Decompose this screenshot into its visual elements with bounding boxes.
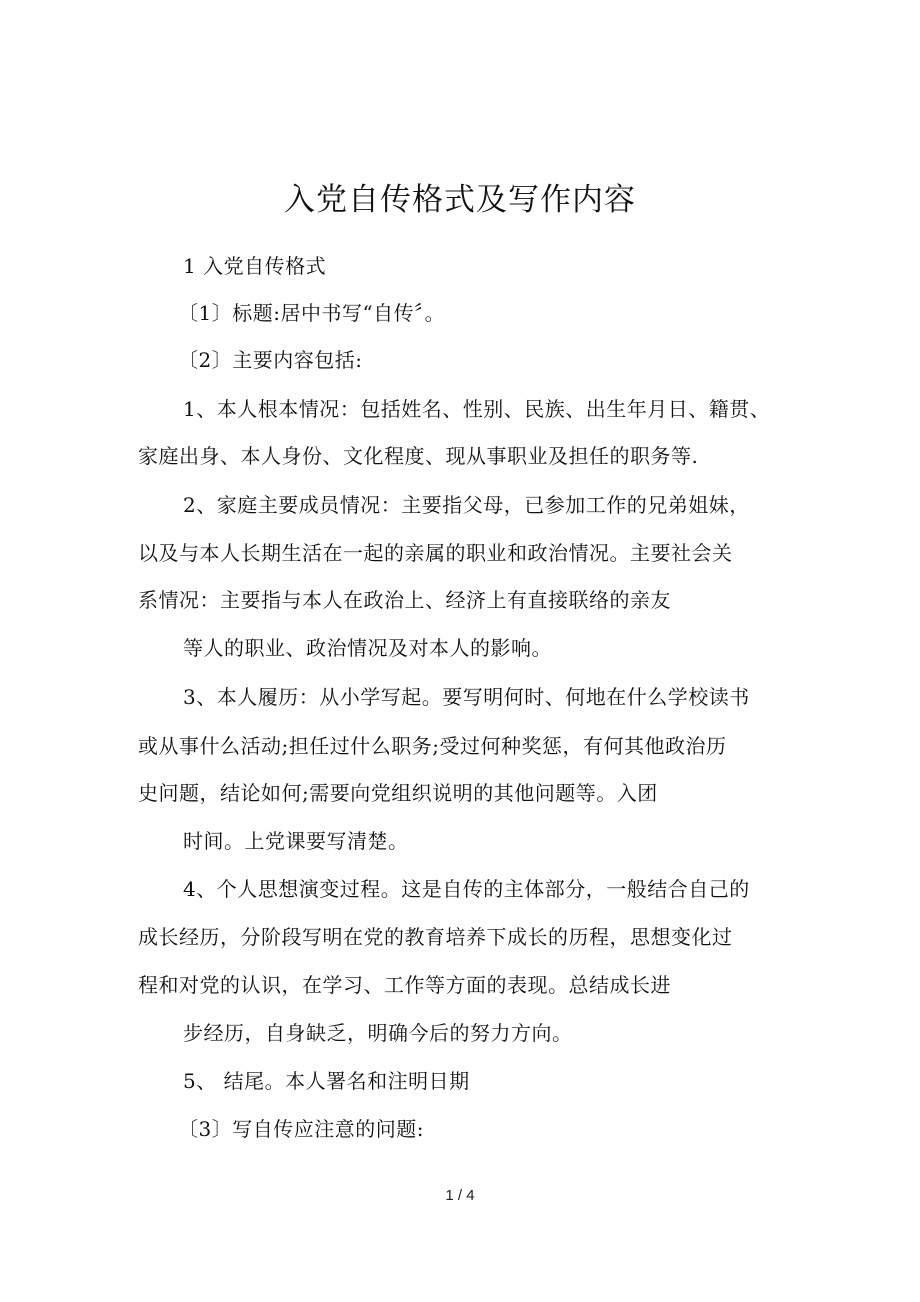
paragraph-ending: 5、 结尾。本人署名和注明日期 [183,1069,470,1093]
paragraph-resume-line-4: 时间。上党课要写清楚。 [183,829,409,853]
paragraph-family-line-1: 2、家庭主要成员情况：主要指父母，已参加工作的兄弟姐妹， [183,493,750,517]
paragraph-thought-line-2: 成长经历，分阶段写明在党的教育培养下成长的历程，思想变化过 [138,925,733,949]
paragraph-basic-info-line-1: 1、本人根本情况：包括姓名、性别、民族、出生年月日、籍贯、 [183,397,771,421]
page-number: 1 / 4 [445,1187,475,1204]
paragraph-family-line-4: 等人的职业、政治情况及对本人的影响。 [183,636,552,660]
item-notes-heading: 〔3〕写自传应注意的问题: [178,1117,424,1141]
section-heading-format: 1 入党自传格式 [183,254,327,278]
paragraph-resume-line-3: 史问题，结论如何;需要向党组织说明的其他问题等。入团 [138,781,658,805]
paragraph-resume-line-1: 3、本人履历：从小学写起。要写明何时、何地在什么学校读书 [183,685,750,709]
item-title-rule: 〔1〕标题:居中书写“自传〞。 [178,301,446,325]
paragraph-thought-line-1: 4、个人思想演变过程。这是自传的主体部分，一般结合自己的 [183,877,750,901]
paragraph-thought-line-3: 程和对党的认识，在学习、工作等方面的表现。总结成长进 [138,973,671,997]
item-main-content: 〔2〕主要内容包括: [178,348,363,372]
paragraph-basic-info-line-2: 家庭出身、本人身份、文化程度、现从事职业及担任的职务等. [138,444,699,468]
paragraph-resume-line-2: 或从事什么活动;担任过什么职务;受过何种奖惩，有何其他政治历 [138,734,727,758]
paragraph-thought-line-4: 步经历，自身缺乏，明确今后的努力方向。 [183,1021,573,1045]
paragraph-family-line-3: 系情况：主要指与本人在政治上、经济上有直接联络的亲友 [138,588,671,612]
document-title: 入党自传格式及写作内容 [284,182,636,218]
paragraph-family-line-2: 以及与本人长期生活在一起的亲属的职业和政治情况。主要社会关 [138,541,733,565]
